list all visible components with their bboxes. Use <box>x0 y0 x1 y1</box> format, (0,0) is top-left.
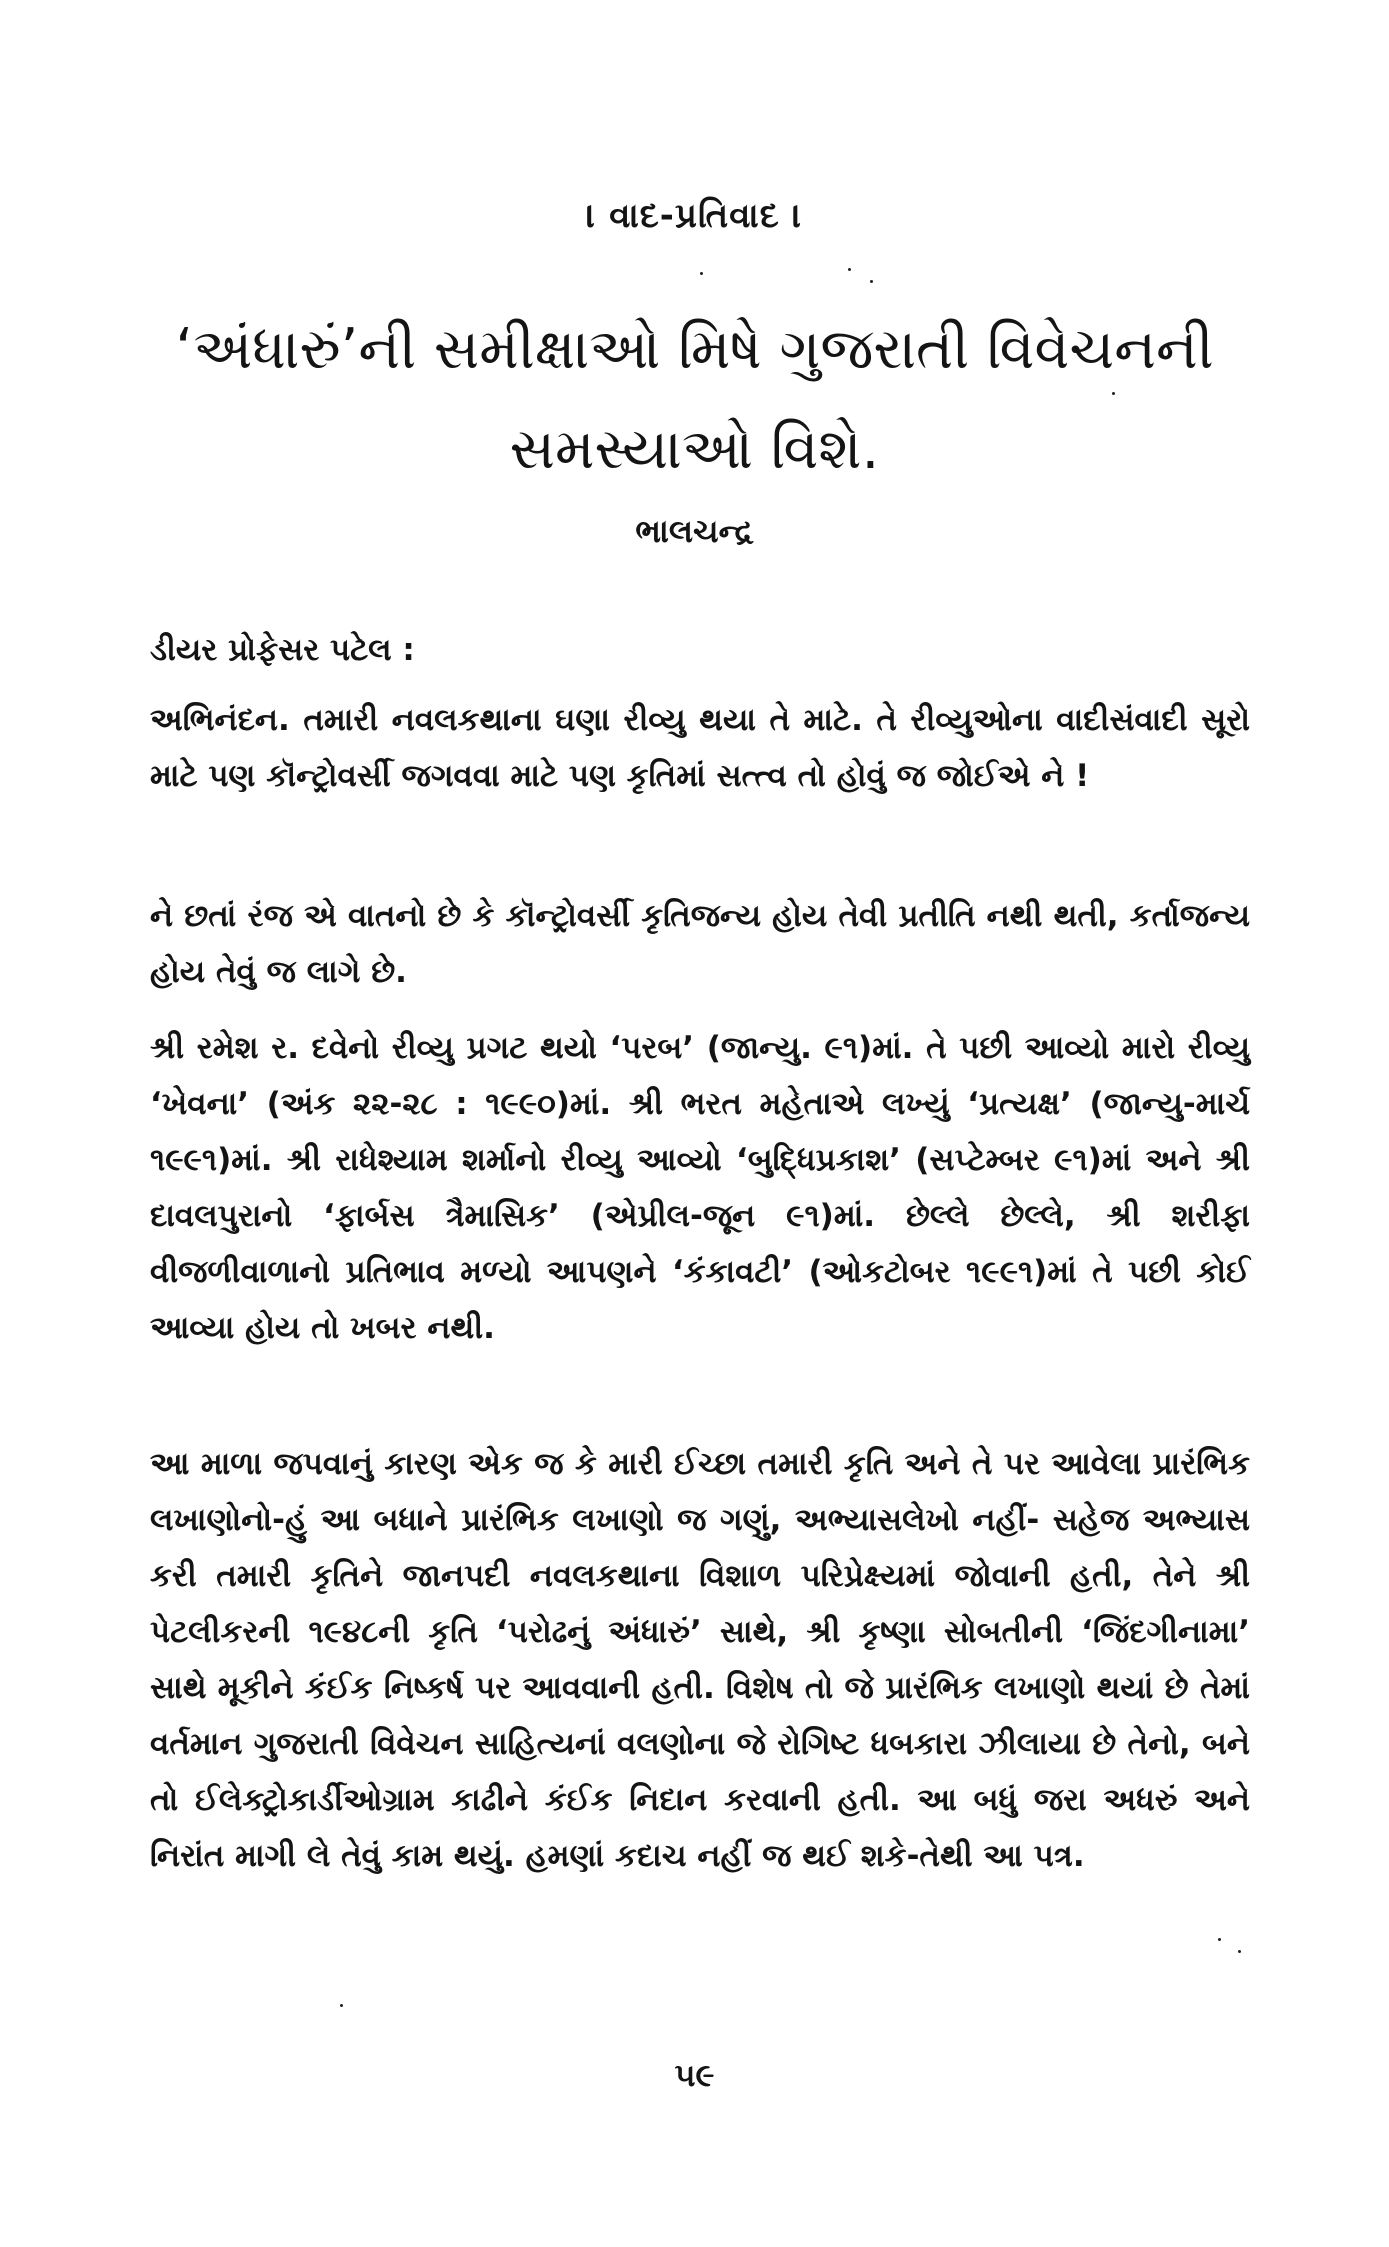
paragraph-4: આ માળા જપવાનું કારણ એક જ કે મારી ઈચ્છા તમારી કૃતિ અને તે પર આવેલા પ્રારંભિક લખાણોનો-હું આ બધાને પ્રારંભિક લખાણો જ ગણું, અભ્યાસલેખો નહીં- સહેજ અભ્યાસ કરી તમારી કૃતિને જાનપદી નવલકથાના વિશાળ પરિપ્રેક્ષ્યમાં જોવાની હતી, તેને શ્રી પેટલીકરની ૧૯૪૮ની કૃતિ ‘પરોઢનું અંધારું’ સાથે, શ્રી કૃષ્ણા સોબતીની ‘જિંદગીનામા’ સાથે મૂકીને કંઈક નિષ્કર્ષ પર આવવાની હતી. વિશેષ તો જે પ્રારંભિક લખાણો થયાં છે તેમાં વર્તમાન ગુજરાતી વિવેચન સાહિત્યનાં વલણોના જે રોગિષ્ટ ધબકારા ઝીલાયા છે તેનો, બને તો ઈલેક્ટ્રોકાર્ડીઓગ્રામ કાઢીને કંઈક નિદાન કરવાની હતી. આ બધું જરા અધરું અને નિરાંત માગી લે તેવું કામ થયું. હમણાં કદાચ નહીં જ થઈ શકે-તેથી આ પત્ર. <box>150 1446 1250 1874</box>
page-number: ૫૯ <box>674 2056 715 2094</box>
scan-speck <box>1238 1950 1241 1953</box>
section-label: । વાદ-પ્રતિવાદ । <box>586 196 803 236</box>
author-name: ભાલચન્દ્ર <box>635 512 754 550</box>
scan-speck <box>340 2004 343 2007</box>
paragraph-1: અભિનંદન. તમારી નવલકથાના ઘણા રીવ્યુ થયા તે માટે. તે રીવ્યુઓના વાદીસંવાદી સૂરો માટે પણ કૉન્ટ્રોવર્સી જગવવા માટે પણ કૃતિમાં સત્ત્વ તો હોવું જ જોઈએ ને ! <box>150 702 1250 794</box>
salutation: ડીયર પ્રોફેસર પટેલ : <box>150 632 415 668</box>
scan-speck <box>870 280 873 283</box>
article-title: ‘અંધારું’ની સમીક્ષાઓ મિષે ગુજરાતી વિવેચનની સમસ્યાઓ વિશે. <box>175 317 1214 482</box>
scan-speck <box>700 272 703 275</box>
paragraph-2: ને છતાં રંજ એ વાતનો છે કે કૉન્ટ્રોવર્સી કૃતિજન્ય હોય તેવી પ્રતીતિ નથી થતી, કર્તાજન્ય હોય તેવું જ લાગે છે. <box>150 898 1250 990</box>
scan-speck <box>848 268 851 271</box>
paragraph-3: શ્રી રમેશ ર. દવેનો રીવ્યુ પ્રગટ થયો ‘પરબ’ (જાન્યુ. ૯૧)માં. તે પછી આવ્યો મારો રીવ્યુ ‘ખેવના’ (અંક ૨૨-૨૮ : ૧૯૯૦)માં. શ્રી ભરત મહેતાએ લખ્યું ‘પ્રત્યક્ષ’ (જાન્યુ-માર્ચ ૧૯૯૧)માં. શ્રી રાધેશ્યામ શર્માનો રીવ્યુ આવ્યો ‘બુદ્ધિપ્રકાશ’ (સપ્ટેમ્બર ૯૧)માં અને શ્રી દાવલપુરાનો ‘ફાર્બસ ત્રૈમાસિક’ (એપ્રીલ-જૂન ૯૧)માં. છેલ્લે છેલ્લે, શ્રી શરીફા વીજળીવાળાનો પ્રતિભાવ મળ્યો આપણને ‘કંકાવટી’ (ઓકટોબર ૧૯૯૧)માં તે પછી કોઈ આવ્યા હોય તો ખબર નથી. <box>150 1030 1250 1346</box>
scan-speck <box>1112 392 1115 395</box>
scan-speck <box>1218 1938 1221 1941</box>
